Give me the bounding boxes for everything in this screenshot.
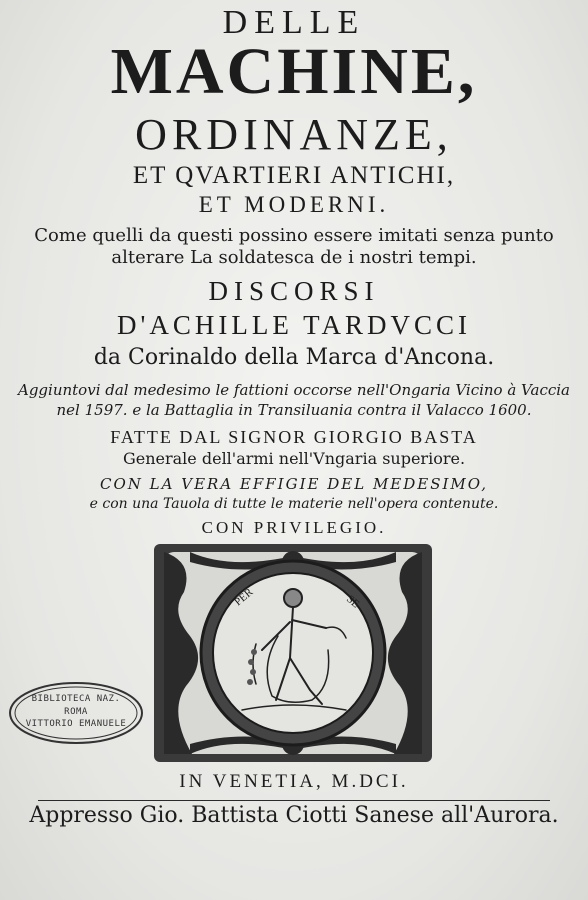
title-ordinanze: ORDINANZE,: [135, 110, 453, 159]
addition-line-1: Aggiuntovi dal medesimo le fattioni occorse nell'Ongaria Vicino à Vaccia: [18, 381, 570, 399]
title-moderni: ET MODERNI.: [198, 192, 390, 217]
effigie-line: CON LA VERA EFFIGIE DEL MEDESIMO,: [100, 475, 488, 493]
title-delle: DELLE: [222, 4, 366, 41]
author-name: D'ACHILLE TARDVCCI: [117, 310, 471, 340]
addition-line-2: nel 1597. e la Battaglia in Transiluania contra il Valacco 1600.: [56, 401, 532, 419]
tavola-line: e con una Tauola di tutte le materie nell'opera contenute.: [89, 496, 499, 512]
basta-title: Generale dell'armi nell'Vngaria superiore.: [122, 449, 466, 468]
title-quartieri: ET QVARTIERI ANTICHI,: [132, 162, 456, 189]
stamp-line-1: BIBLIOTECA NAZ.: [31, 694, 121, 704]
subtitle-line-1: Come quelli da questi possino essere imitati senza punto: [34, 225, 554, 246]
printers-device-woodcut: [150, 540, 436, 766]
title-machine: MACHINE,: [110, 35, 478, 108]
stamp-line-3: VITTORIO EMANUELE: [25, 719, 127, 729]
discorsi-heading: DISCORSI: [208, 276, 380, 306]
imprint-printer: Appresso Gio. Battista Ciotti Sanese all'Aurora.: [29, 803, 559, 828]
subtitle-line-2: alterare La soldatesca de i nostri tempi.: [111, 247, 477, 268]
imprint-place-date: IN VENETIA, M.DCI.: [179, 771, 409, 792]
device-motto-left: PER: [232, 586, 256, 609]
device-motto-right: SE: [344, 593, 362, 611]
stamp-line-2: ROMA: [64, 707, 88, 717]
imprint-rule: [38, 800, 550, 801]
author-origin: da Corinaldo della Marca d'Ancona.: [93, 345, 495, 370]
privilegio-line: CON PRIVILEGIO.: [201, 518, 387, 537]
basta-heading: FATTE DAL SIGNOR GIORGIO BASTA: [110, 427, 478, 447]
